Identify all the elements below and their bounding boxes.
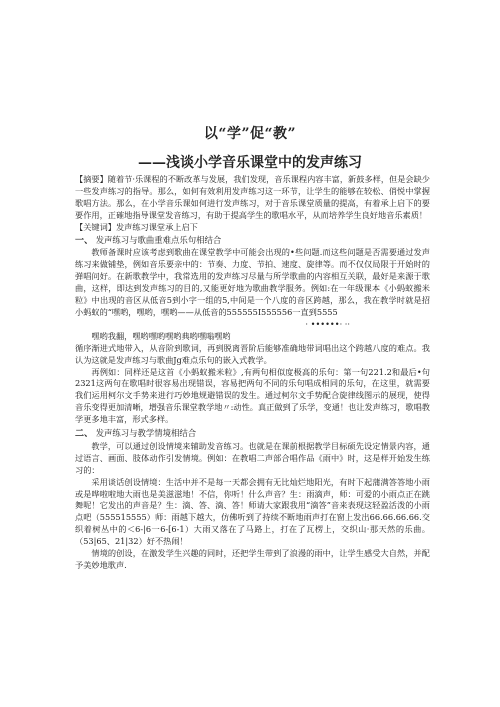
section-2-paragraph-3: 情境的创设，在激发学生兴趣的同时，还把学生带到了浪漫的雨中，让学生感受大自然，并配予美妙地歌声.: [75, 548, 430, 570]
section-2-title: 发声练习与教学情境相结合: [95, 428, 197, 439]
section-1-paragraph-2: 循序渐进式地带入，从音阶到歌词，再到脱离晋阶后能够准确地带词唱出这个跨越八度的难点。我认为这就是发声练习与歌曲Jg难点乐句的嵌入式教学。: [75, 342, 430, 365]
page-subtitle: ——浅谈小学音乐课堂中的发声练习: [138, 155, 362, 171]
page-title: 以“学”促“教”: [203, 126, 297, 142]
section-2-heading: [75, 428, 430, 441]
lyric-line: 嘿哟我翻，嘿哟嘿哟嘿哟典哟嘿嗡嘿哟: [91, 330, 231, 341]
document-body: [75, 174, 430, 572]
section-1-title: 发声练习与歌曲重难点乐句相结合: [95, 234, 222, 245]
section-2-paragraph: 教学，可以通过创设情境来辅助发音练习。也就是在课前根据教学目标硕先设定情景内容，通过语言、画面、肢体动作引发情境。例如：在教唱二声部合唱作品《雨中》时，这是样开始发生练习的：: [75, 440, 430, 475]
section-1-heading: [75, 235, 430, 248]
section-1-paragraph: 教师备课时应该考虑到歌曲在课堂教学中可能会出现的•些问题.而这些问题是否需要通过发声练习来做铺垫，例如音乐要亲中的：节奏、力度、节拍、速度、旋律等。而不仅仅局限于开始时的弹唱问好。在新歌教学中，我常选用的发声练习尽量与所学歌曲的内容相互关联，最好是来源于歌曲，这样，即达到发声练习的目的,又能更好地为歌曲教学服务。例如:在一年级课本《小蚂蚁搬米粒》中出现的音区从低音5到小字一组的5,中间是一个八度的音区跨越，那么，我在教学时就是招小蚂蚁的“嘿哟，嘿哟，嘿哟——从低音的555555I555556一直到5555: [75, 247, 430, 317]
notation-dots: · ••••••· ··: [305, 318, 350, 329]
keywords-line: 【关键词】发声练习课堂承上启下: [75, 221, 198, 232]
section-2-mark: 二、: [75, 429, 94, 440]
section-1-paragraph-3: 再例如：同样还是这首《小蚂蚁搬米粒》,有两句相似度极高的乐句：第一句221.2和最后•句2321这两句在歌唱时很容易出现错误，容易把两句不同的乐句唱成相同的乐句，在这里，就需要我们运用柯尔文手势来进行巧妙地规避错误的发生。通过柯尔文手势配合旋律线图示的展现，使得音乐变得更加清晰，增强音乐课堂教学地〃:动性。真正做到了乐学，变通！也让发声练习，歌唱教学更多地丰富，形式多样。: [75, 366, 430, 425]
section-1-mark: 一、: [75, 235, 94, 246]
abstract-paragraph: 【摘要】随着节·乐课程的不断改革与发展，我们发现，音乐课程内容丰富，新鼓多样，但是会缺少一些发声练习的指导。那么，如何有效利用发声练习这一环节，让学生的能够在较松、俏悦中掌握歌唱方法。那么，在小学音乐课如何进行发声练习，对于音乐课堂质量的提高，有着承上启下的要要作用，正確地指导课堂发音练习，有助于提高学生的歌唱水平，从而培养学生良好地音乐素质！: [75, 174, 430, 220]
section-2-paragraph-2: 采用谈话创设情境：生活中并不是每一天都会拥有无比灿烂地阳光，有时下起蒲满答答地小雨或是哗啦啦地大雨也是美滋滋地！不信，你听！什么声音？生：雨滴声，师：可爱的小雨点正在跳舞呢！它发出的声音是？生：滴、答、滴、答！师请大家跟我用“滴答”音来表现这轻盈活泼的小雨点吧（555515555）师：雨越下越大，仿佛听到了持续不断地雨声打在窗上发出66.66.66.66.交织着树丛中的＜6-|6一6-[6-1）大雨又落在了马路上，打在了瓦楞上，交织山·那天然的乐曲。（53|65、21|32）好不热闹！: [75, 476, 430, 547]
